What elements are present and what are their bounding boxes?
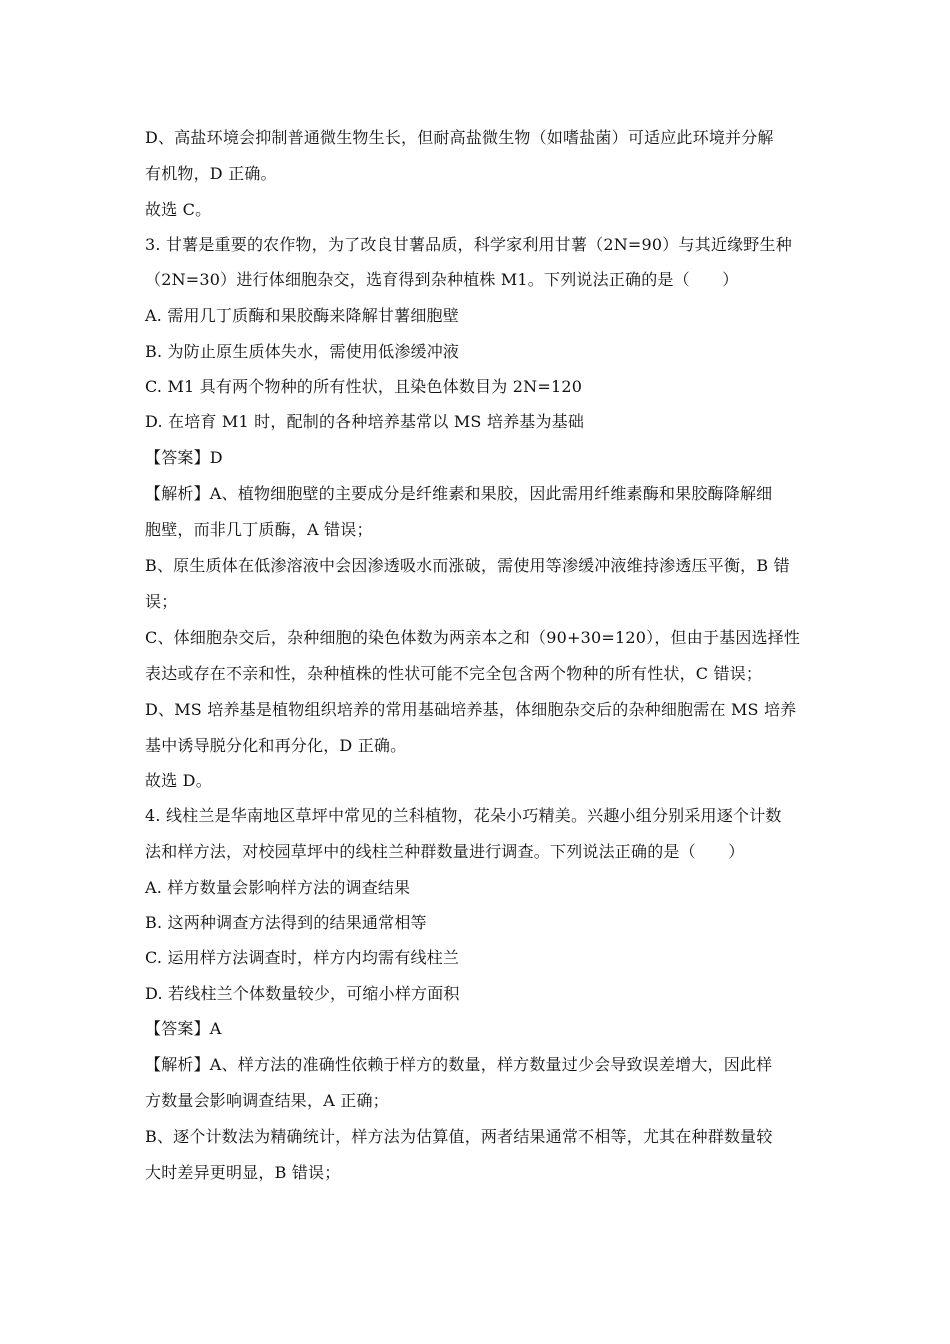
text-line: 胞壁，而非几丁质酶，A 错误； (145, 520, 373, 539)
text-line: 故选 D。 (145, 771, 212, 790)
question-4-option-d: D. 若线柱兰个体数量较少，可缩小样方面积 (145, 984, 460, 1003)
question-3-stem-cont: （2N=30）进行体细胞杂交，选育得到杂种植株 M1。下列说法正确的是（ ） (145, 270, 739, 289)
text-line: 基中诱导脱分化和再分化，D 正确。 (145, 736, 407, 755)
text-line: 故选 C。 (145, 200, 212, 219)
text-line: 大时差异更明显，B 错误； (145, 1163, 341, 1182)
question-3-option-c: C. M1 具有两个物种的所有性状，且染色体数目为 2N=120 (145, 377, 583, 396)
text-line: 表达或存在不亲和性，杂种植株的性状可能不完全包含两个物种的所有性状，C 错误； (145, 664, 763, 683)
question-4-analysis: 【解析】A、样方法的准确性依赖于样方的数量，样方数量过少会导致误差增大，因此样 (145, 1055, 773, 1074)
question-4-option-c: C. 运用样方法调查时，样方内均需有线柱兰 (145, 948, 460, 967)
text-line: 误； (145, 592, 178, 611)
question-3-option-a: A. 需用几丁质酶和果胶酶来降解甘薯细胞壁 (145, 306, 459, 325)
text-line: B、逐个计数法为精确统计，样方法为估算值，两者结果通常不相等，尤其在种群数量较 (145, 1127, 773, 1146)
question-3-option-b: B. 为防止原生质体失水，需使用低渗缓冲液 (145, 342, 460, 361)
question-4-stem: 4. 线柱兰是华南地区草坪中常见的兰科植物，花朵小巧精美。兴趣小组分别采用逐个计数 (145, 806, 782, 825)
question-4-option-a: A. 样方数量会影响样方法的调查结果 (145, 878, 411, 897)
question-3-option-d: D. 在培育 M1 时，配制的各种培养基常以 MS 培养基为基础 (145, 412, 585, 431)
text-line: D、MS 培养基是植物组织培养的常用基础培养基，体细胞杂交后的杂种细胞需在 MS 培养 (145, 700, 797, 719)
text-line: 有机物，D 正确。 (145, 164, 277, 183)
question-4-stem-cont: 法和样方法，对校园草坪中的线柱兰种群数量进行调查。下列说法正确的是（ ） (145, 842, 745, 861)
question-3-answer: 【答案】D (145, 448, 223, 467)
text-line: C、体细胞杂交后，杂种细胞的染色体数为两亲本之和（90+30=120），但由于基因选择性 (145, 628, 801, 647)
question-3-stem: 3. 甘薯是重要的农作物，为了改良甘薯品质，科学家利用甘薯（2N=90）与其近缘野生种 (145, 235, 792, 254)
text-line: B、原生质体在低渗溶液中会因渗透吸水而涨破，需使用等渗缓冲液维持渗透压平衡，B 错 (145, 556, 790, 575)
question-4-option-b: B. 这两种调查方法得到的结果通常相等 (145, 913, 427, 932)
text-line: 方数量会影响调查结果，A 正确； (145, 1091, 389, 1110)
text-line: D、高盐环境会抑制普通微生物生长，但耐高盐微生物（如嗜盐菌）可适应此环境并分解 (145, 128, 774, 147)
question-4-answer: 【答案】A (145, 1019, 222, 1038)
question-3-analysis: 【解析】A、植物细胞壁的主要成分是纤维素和果胶，因此需用纤维素酶和果胶酶降解细 (145, 484, 773, 503)
